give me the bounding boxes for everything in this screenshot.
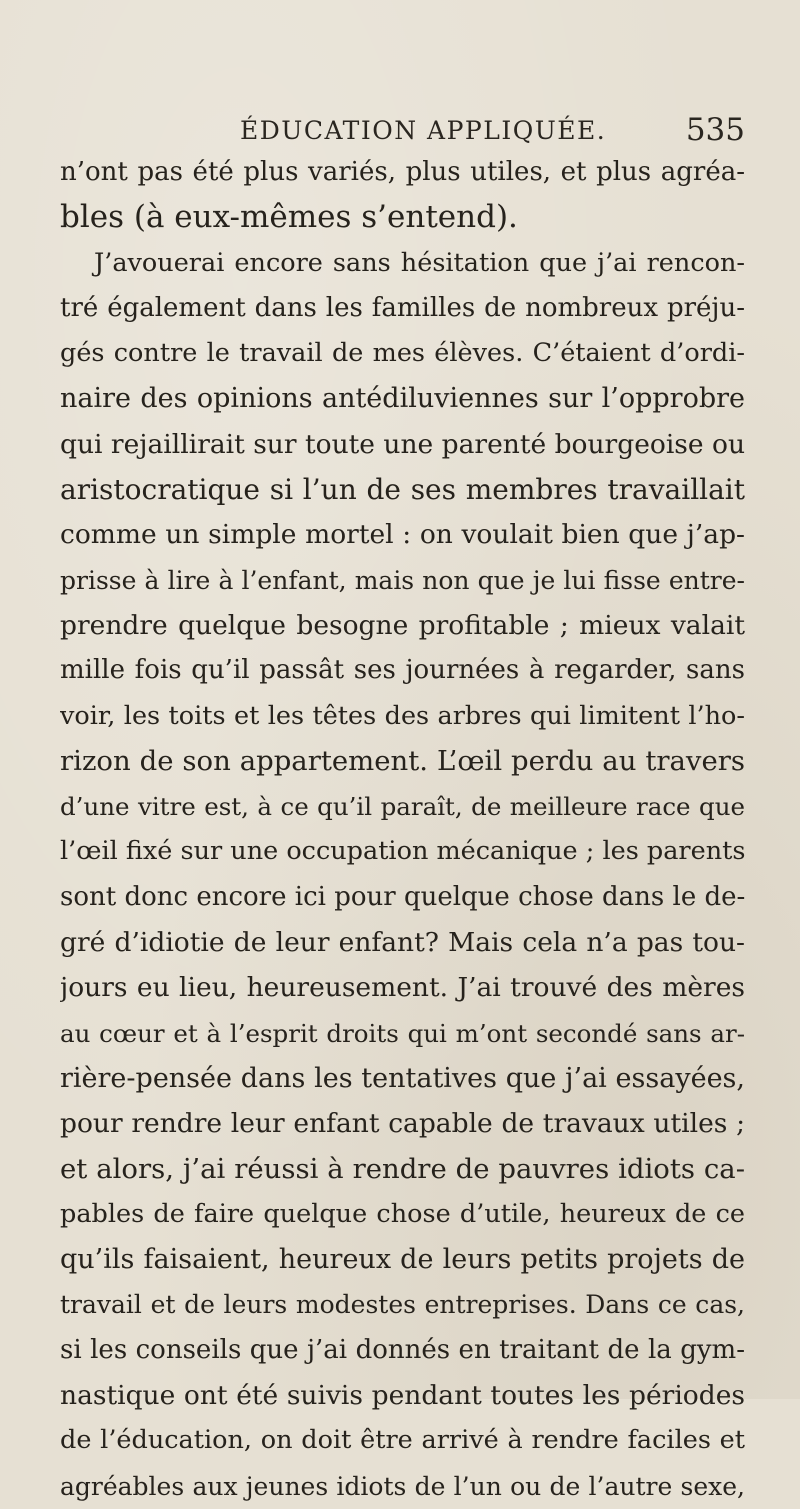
text-line: au cœur et à l’esprit droits qui m’ont secondé sans ar-: [60, 1018, 745, 1048]
text-line: l’œil fixé sur une occupation mécanique ; les parents: [60, 836, 745, 867]
text-line: jours eu lieu, heureusement. J’ai trouvé des mères: [60, 972, 745, 1004]
text-line: de l’éducation, on doit être arrivé à rendre faciles et: [60, 1425, 745, 1456]
text-line: rière-pensée dans les tentatives que j’ai essayées,: [60, 1062, 745, 1094]
text-line: travail et de leurs modestes entreprises. Dans ce cas,: [60, 1290, 745, 1320]
text-line: nastique ont été suivis pendant toutes les périodes: [60, 1380, 745, 1412]
text-line: bles (à eux-mêmes s’entend).: [60, 199, 518, 236]
text-line: sont donc encore ici pour quelque chose dans le de-: [60, 881, 745, 912]
text-line: gré d’idiotie de leur enfant? Mais cela n’a pas tou-: [60, 927, 745, 959]
text-line: qui rejaillirait sur toute une parenté bourgeoise ou: [60, 428, 745, 460]
text-line: pables de faire quelque chose d’utile, heureux de ce: [60, 1198, 745, 1229]
text-line: si les conseils que j’ai donnés en traitant de la gym-: [60, 1334, 745, 1365]
text-line: naire des opinions antédiluviennes sur l’opprobre: [60, 383, 745, 415]
text-line: mille fois qu’il passât ses journées à regarder, sans: [60, 655, 745, 686]
text-line: prisse à lire à l’enfant, mais non que je lui fisse entre-: [60, 565, 745, 595]
running-header: [60, 112, 745, 152]
text-line: tré également dans les familles de nombreux préju-: [60, 292, 745, 323]
text-line: agréables aux jeunes idiots de l’un ou de l’autre sexe,: [60, 1471, 745, 1501]
text-line: prendre quelque besogne profitable ; mieux valait: [60, 609, 745, 641]
text-line: qu’ils faisaient, heureux de leurs petits projets de: [60, 1244, 745, 1276]
body-text: [60, 150, 745, 1509]
text-line: gés contre le travail de mes élèves. C’étaient d’ordi-: [60, 338, 745, 369]
text-line: J’avouerai encore sans hésitation que j’ai rencon-: [94, 247, 745, 278]
text-line: aristocratique si l’un de ses membres travaillait: [60, 473, 745, 507]
text-line: voir, les toits et les têtes des arbres qui limitent l’ho-: [60, 700, 745, 731]
text-line: n’ont pas été plus variés, plus utiles, et plus agréa-: [60, 157, 745, 187]
running-title: ÉDUCATION APPLIQUÉE.: [240, 116, 607, 145]
text-line: et alors, j’ai réussi à rendre de pauvres idiots ca-: [60, 1152, 745, 1185]
page-number: 535: [685, 112, 745, 148]
text-line: rizon de son appartement. L’œil perdu au travers: [60, 744, 745, 777]
text-line: comme un simple mortel : on voulait bien que j’ap-: [60, 519, 745, 551]
text-line: d’une vitre est, à ce qu’il paraît, de meilleure race que: [60, 792, 745, 822]
text-line: pour rendre leur enfant capable de travaux utiles ;: [60, 1108, 745, 1140]
